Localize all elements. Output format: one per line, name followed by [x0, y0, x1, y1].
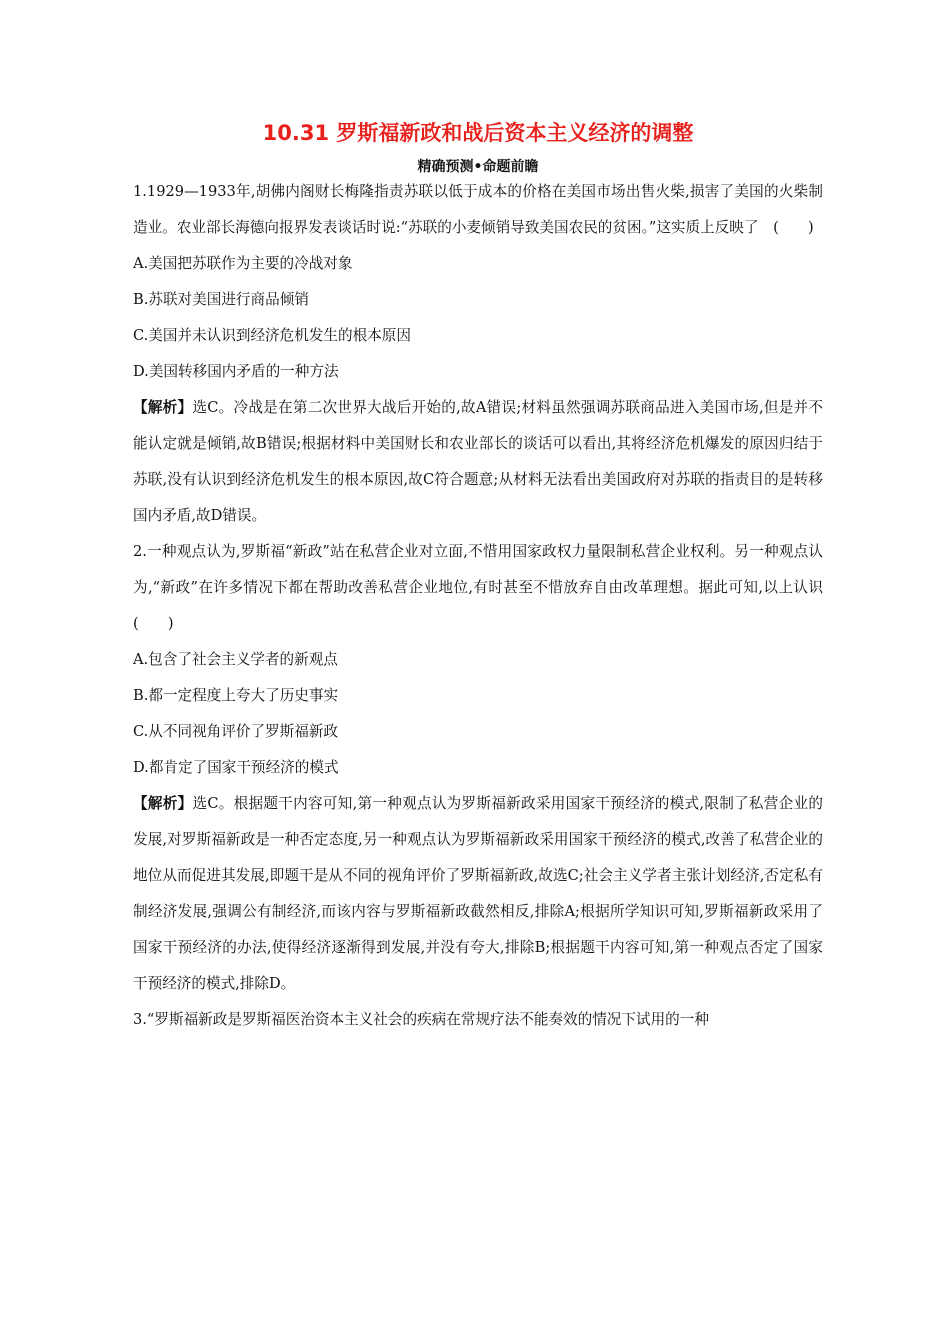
- question-1-stem: 1.1929—1933年,胡佛内阁财长梅隆指责苏联以低于成本的价格在美国市场出售火柴,损害了美国的火柴制造业。农业部长海德向报界发表谈话时说:“苏联的小麦倾销导致美国农民的贫困。”这实质上反映了 ( ): [133, 183, 823, 236]
- question-2-option-b: B.都一定程度上夸大了历史事实: [133, 687, 339, 704]
- question-1-option-a: A.美国把苏联作为主要的冷战对象: [133, 255, 353, 272]
- question-3-stem: 3.“罗斯福新政是罗斯福医治资本主义社会的疾病在常规疗法不能奏效的情况下试用的一种: [133, 1011, 709, 1028]
- analysis-label: 【解析】: [133, 795, 193, 812]
- document-title: 10.31 罗斯福新政和战后资本主义经济的调整: [262, 121, 694, 145]
- question-1-option-b: B.苏联对美国进行商品倾销: [133, 291, 309, 308]
- analysis-text: 选C。冷战是在第二次世界大战后开始的,故A错误;材料虽然强调苏联商品进入美国市场,但是并不能认定就是倾销,故B错误;根据材料中美国财长和农业部长的谈话可以看出,其将经济危机爆发的原因归结于苏联,没有认识到经济危机发生的根本原因,故C符合题意;从材料无法看出美国政府对苏联的指责目的是转移国内矛盾,故D错误。: [133, 399, 823, 524]
- analysis-label: 【解析】: [133, 399, 193, 416]
- document-subtitle: 精确预测•命题前瞻: [417, 159, 539, 175]
- analysis-text: 选C。根据题干内容可知,第一种观点认为罗斯福新政采用国家干预经济的模式,限制了私营企业的发展,对罗斯福新政是一种否定态度,另一种观点认为罗斯福新政采用国家干预经济的模式,改善了私营企业的地位从而促进其发展,即题干是从不同的视角评价了罗斯福新政,故选C;社会主义学者主张计划经济,否定私有制经济发展,强调公有制经济,而该内容与罗斯福新政截然相反,排除A;根据所学知识可知,罗斯福新政采用了国家干预经济的办法,使得经济逐渐得到发展,并没有夸大,排除B;根据题干内容可知,第一种观点否定了国家干预经济的模式,排除D。: [133, 795, 823, 992]
- question-1-option-d: D.美国转移国内矛盾的一种方法: [133, 363, 339, 380]
- question-1-option-c: C.美国并未认识到经济危机发生的根本原因: [133, 327, 411, 344]
- question-2-stem: 2.一种观点认为,罗斯福“新政”站在私营企业对立面,不惜用国家政权力量限制私营企业权利。另一种观点认为,“新政”在许多情况下都在帮助改善私营企业地位,有时甚至不惜放弃自由改革理想。据此可知,以上认识 ( ): [133, 543, 823, 632]
- question-2-analysis: [133, 786, 823, 1002]
- question-2-option-a: A.包含了社会主义学者的新观点: [133, 651, 338, 668]
- question-1-analysis: [133, 390, 823, 534]
- document-page: [133, 118, 823, 1038]
- question-2-option-c: C.从不同视角评价了罗斯福新政: [133, 723, 339, 740]
- question-2-option-d: D.都肯定了国家干预经济的模式: [133, 759, 339, 776]
